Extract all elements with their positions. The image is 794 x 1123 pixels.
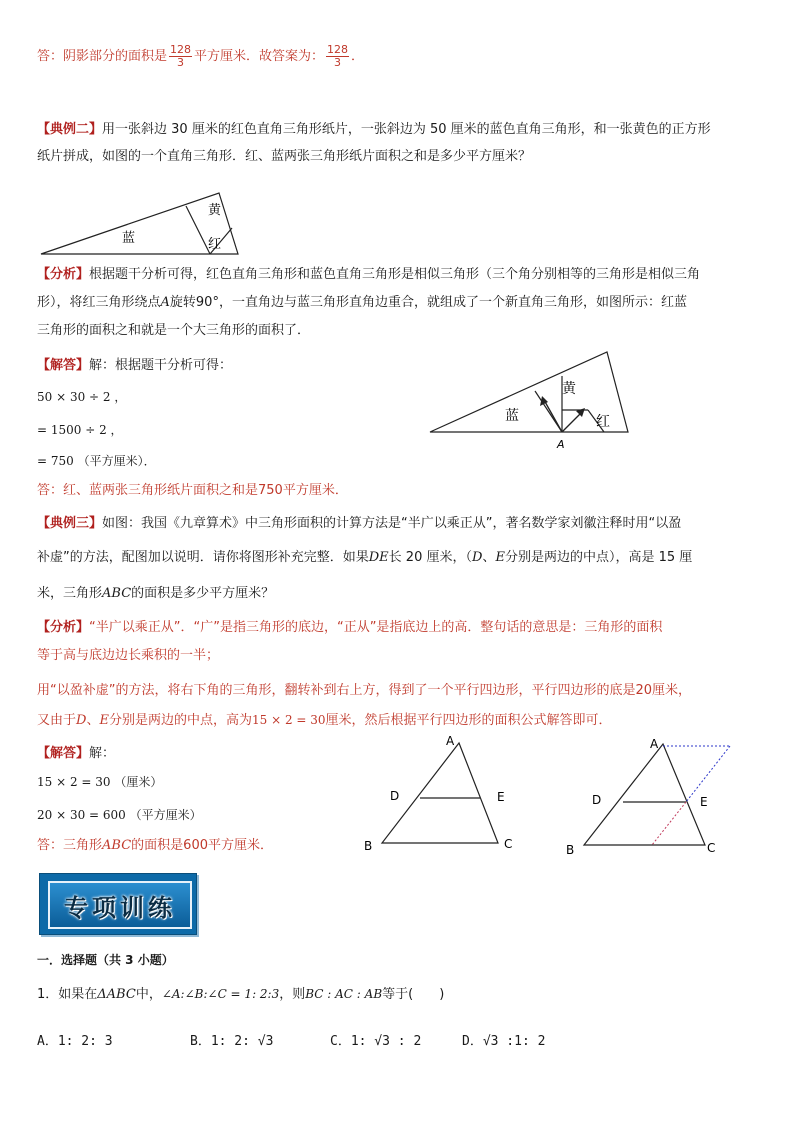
example-3-text-2c: 、 — [482, 550, 496, 565]
analysis-text-2a: 形），将红三角形绕点 — [37, 295, 161, 310]
example-3-figure-2 — [560, 730, 740, 860]
q1-stem-c: ，则 — [279, 987, 306, 1002]
answer-2-suffix: 平方厘米． — [282, 483, 348, 498]
answer-3-mid: 的面积是 — [131, 838, 184, 853]
example-3-figure-1 — [358, 730, 523, 855]
example-3-step-1: 15 × 2 = 30 （厘米） — [37, 775, 163, 789]
example-3-answer — [37, 837, 273, 855]
example-2-figure-2 — [428, 350, 634, 455]
fig-label-B: B — [364, 839, 373, 853]
example-2-step-2: = 1500 ÷ 2 ， — [37, 423, 123, 437]
fig-label-A: A — [446, 734, 455, 748]
example-3-text-3a: 米，三角形 — [37, 586, 103, 601]
answer-1-fraction — [169, 44, 192, 69]
q1-option-d[interactable]: D．√3 :1: 2 — [462, 1034, 546, 1049]
triangle-abc-2 — [584, 744, 705, 845]
example-3-line-3 — [37, 585, 274, 603]
example-3-tag: 【典例三】 — [37, 516, 103, 531]
square-left-edge — [186, 206, 210, 254]
example-3-solution-intro — [37, 745, 115, 763]
section-banner — [39, 873, 197, 935]
q1-sides: BC : AC : AB — [305, 987, 383, 1001]
analysis-3-text-3b: 厘米， — [652, 683, 692, 698]
example-3-analysis-3 — [37, 682, 691, 700]
triangle-abc — [382, 743, 498, 843]
answer-3-suffix: 平方厘米． — [208, 838, 274, 853]
label-yellow: 黄 — [208, 203, 222, 218]
q1-stem-b: 中， — [135, 987, 162, 1002]
label-red: 红 — [208, 237, 222, 252]
example-2-answer — [37, 482, 348, 500]
fig-label-C: C — [504, 837, 513, 851]
solution-3-tag: 【解答】 — [37, 746, 90, 761]
label-blue-2: 蓝 — [505, 408, 519, 424]
dotted-right-edge — [686, 746, 730, 802]
example-2-step-3: = 750 （平方厘米）． — [37, 454, 156, 468]
segment-DE: DE — [368, 550, 389, 565]
fig2-label-B: B — [566, 843, 575, 857]
label-red-2: 红 — [596, 414, 610, 430]
dotted-flip-edge — [652, 802, 686, 845]
example-2-text-1: 用一张斜边 30 厘米的红色直角三角形纸片，一张斜边为 50 厘米的蓝色直角三角形，和一张黄色的正方形 — [102, 122, 711, 137]
rotation-arrow-line — [544, 400, 562, 432]
example-2-tag: 【典例二】 — [37, 122, 103, 137]
answer-3-value: 600 — [183, 838, 208, 853]
answer-3-prefix: 答：三角形 — [37, 838, 103, 853]
example-3-line-1 — [37, 515, 681, 533]
q1-triangle: ΔABC — [97, 987, 136, 1002]
example-2-step-1: 50 × 30 ÷ 2 ， — [37, 390, 127, 404]
answer-1-prefix: 答：阴影部分的面积是 — [37, 49, 168, 64]
q1-option-b[interactable]: B．1: 2: √3 — [190, 1034, 274, 1049]
analysis-4c: 分别是两边的中点，高为 — [108, 713, 252, 728]
triangle-ABC: ABC — [102, 586, 132, 601]
example-3-text-2a: 补虚”的方法，配图加以说明．请你将图形补充完整．如果 — [37, 550, 369, 565]
solution-3-text: 解： — [89, 746, 116, 761]
example-3-analysis-4 — [37, 711, 612, 730]
q1-stem-a: 1．如果在 — [37, 987, 98, 1002]
q1-stem-d: 等于( ) — [382, 987, 445, 1002]
fig-label-D: D — [390, 789, 400, 803]
q1-angles: ∠A:∠B:∠C = 1: 2:3 — [161, 987, 280, 1001]
question-1-stem — [37, 985, 444, 1004]
point-A: A — [160, 295, 170, 310]
answer-3-ABC: ABC — [102, 838, 132, 853]
answer-1-line — [37, 44, 364, 69]
example-2-line-1 — [37, 121, 711, 139]
analysis-tag: 【分析】 — [37, 267, 90, 282]
fraction-denominator: 3 — [334, 56, 342, 69]
solution-tag: 【解答】 — [37, 358, 90, 373]
label-A: A — [557, 438, 565, 451]
label-yellow-2: 黄 — [562, 381, 576, 397]
fig-label-E: E — [497, 790, 505, 804]
analysis-3-value: 20 — [635, 683, 653, 698]
example-3-analysis-1 — [37, 619, 662, 637]
fraction-denominator: 3 — [177, 56, 185, 69]
example-3-step-2: 20 × 30 = 600 （平方厘米） — [37, 808, 202, 822]
solution-text: 解：根据题干分析可得： — [89, 358, 233, 373]
point-D: D — [471, 550, 483, 565]
section-heading: 一．选择题（共 3 小题） — [37, 953, 174, 967]
rotation-arrow-head-2 — [576, 408, 585, 417]
example-2-solution-intro — [37, 357, 232, 375]
analysis-3-text-1: “半广以乘正从”．“广”是指三角形的底边，“正从”是指底边上的高．整句话的意思是：三角形的面积 — [89, 620, 663, 635]
example-3-text-2d: 分别是两边的中点），高是 15 厘 — [504, 550, 693, 565]
example-2-analysis-3: 三角形的面积之和就是一个大三角形的面积了． — [37, 323, 311, 338]
q1-option-c[interactable]: C．1: √3 : 2 — [330, 1034, 422, 1049]
analysis-3-tag: 【分析】 — [37, 620, 90, 635]
fig2-label-D: D — [592, 793, 602, 807]
answer-1-end: ． — [351, 49, 365, 64]
answer-2-prefix: 答：红、蓝两张三角形纸片面积之和是 — [37, 483, 259, 498]
point-E: E — [495, 550, 505, 565]
example-3-text-2b: 长 20 厘米，（ — [388, 550, 472, 565]
banner-inner — [48, 881, 192, 929]
example-2-line-2: 纸片拼成，如图的一个直角三角形．红、蓝两张三角形纸片面积之和是多少平方厘米？ — [37, 149, 532, 164]
example-2-analysis-2 — [37, 294, 687, 312]
analysis-4d: 厘米，然后根据平行四边形的面积公式解答即可． — [325, 713, 612, 728]
analysis-4a: 又由于 — [37, 713, 77, 728]
fig2-label-C: C — [707, 841, 716, 855]
q1-option-a[interactable]: A．1: 2: 3 — [37, 1034, 113, 1049]
analysis-text-2b: 旋转90°，一直角边与蓝三角形直角边重合，就组成了一个新直角三角形，如图所示：红蓝 — [169, 295, 687, 310]
fig2-label-E: E — [700, 795, 708, 809]
fraction-numerator: 128 — [170, 43, 192, 56]
analysis-text-1: 根据题干分析可得，红色直角三角形和蓝色直角三角形是相似三角形（三个角分别相等的三角形是相似三角 — [89, 267, 701, 282]
answer-1-mid: 平方厘米．故答案为： — [194, 49, 325, 64]
label-blue: 蓝 — [122, 231, 136, 246]
banner-frame — [39, 873, 197, 935]
example-3-line-2 — [37, 549, 692, 567]
analysis-4-expr: 15 × 2 = 30 — [251, 713, 326, 727]
answer-2-value: 750 — [258, 483, 283, 498]
example-3-text-3b: 的面积是多少平方厘米？ — [131, 586, 275, 601]
analysis-3-text-3a: 用“以盈补虚”的方法，将右下角的三角形，翻转补到右上方，得到了一个平行四边形，平行四边形的底是 — [37, 683, 636, 698]
example-2-analysis-1 — [37, 266, 700, 284]
analysis-4b: 、 — [86, 713, 100, 728]
banner-text: 专项训练 — [64, 892, 176, 922]
fraction-numerator: 128 — [327, 43, 349, 56]
example-3-analysis-2: 等于高与底边边长乘积的一半； — [37, 648, 220, 663]
example-2-figure — [40, 192, 240, 256]
point-D-2: D — [76, 713, 87, 728]
rotation-arrow-line-2 — [562, 412, 582, 432]
answer-1-fraction-2 — [326, 44, 349, 69]
example-3-text-1: 如图：我国《九章算术》中三角形面积的计算方法是“半广以乘正从”，著名数学家刘徽注释时用“以盈 — [102, 516, 682, 531]
fig2-label-A: A — [650, 737, 659, 751]
point-E-2: E — [99, 713, 109, 728]
